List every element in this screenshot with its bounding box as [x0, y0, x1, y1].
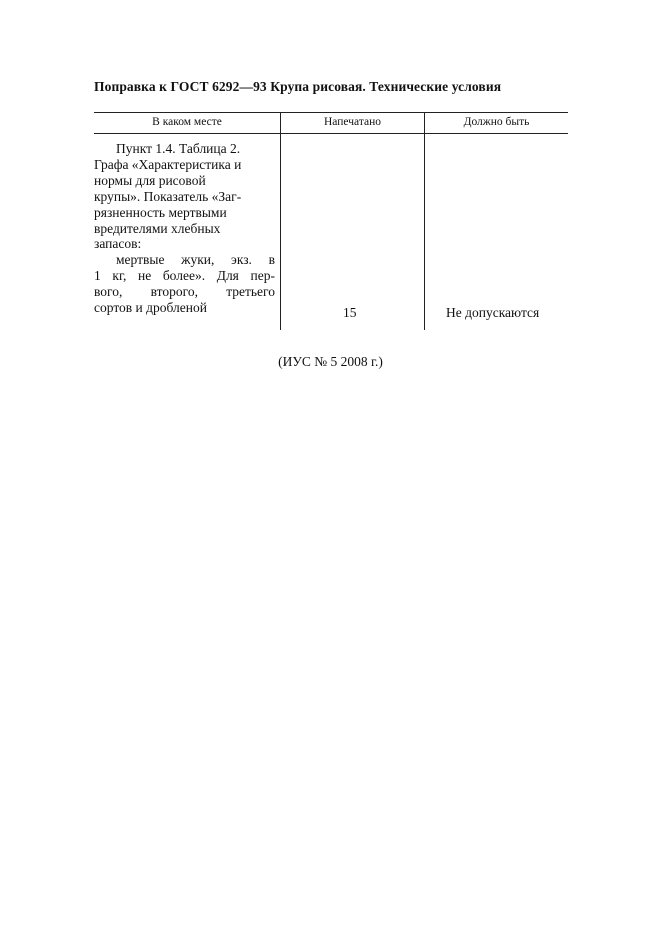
place-line: мертвые жуки, экз. в [116, 252, 275, 268]
place-line: 1 кг, не более». Для пер- [94, 268, 275, 284]
source-reference: (ИУС № 5 2008 г.) [278, 354, 383, 369]
table-header-rule [94, 133, 568, 134]
cell-printed: 15 [343, 305, 357, 320]
cell-place [94, 141, 275, 316]
place-line: Графа «Характеристика и [94, 156, 242, 172]
cell-should-be: Не допускаются [446, 305, 540, 320]
header-place: В каком месте [152, 116, 222, 128]
place-line: крупы». Показатель «Заг- [94, 188, 242, 204]
place-line: вого, второго, третьего [94, 284, 275, 300]
place-line: вредителями хлебных [94, 220, 221, 236]
place-line: запасов: [94, 236, 142, 252]
place-line: Пункт 1.4. Таблица 2. [116, 141, 241, 156]
header-should-be: Должно быть [463, 116, 530, 128]
place-line: сортов и дробленой [94, 300, 207, 316]
column-divider-1 [280, 112, 281, 330]
column-divider-2 [424, 112, 425, 330]
table-top-rule [94, 112, 568, 113]
header-printed: Напечатано [324, 116, 381, 128]
place-line: нормы для рисовой [94, 172, 206, 188]
place-line: рязненность мертвыми [94, 204, 227, 220]
amendment-title: Поправка к ГОСТ 6292—93 Крупа рисовая. Технические условия [94, 79, 502, 94]
